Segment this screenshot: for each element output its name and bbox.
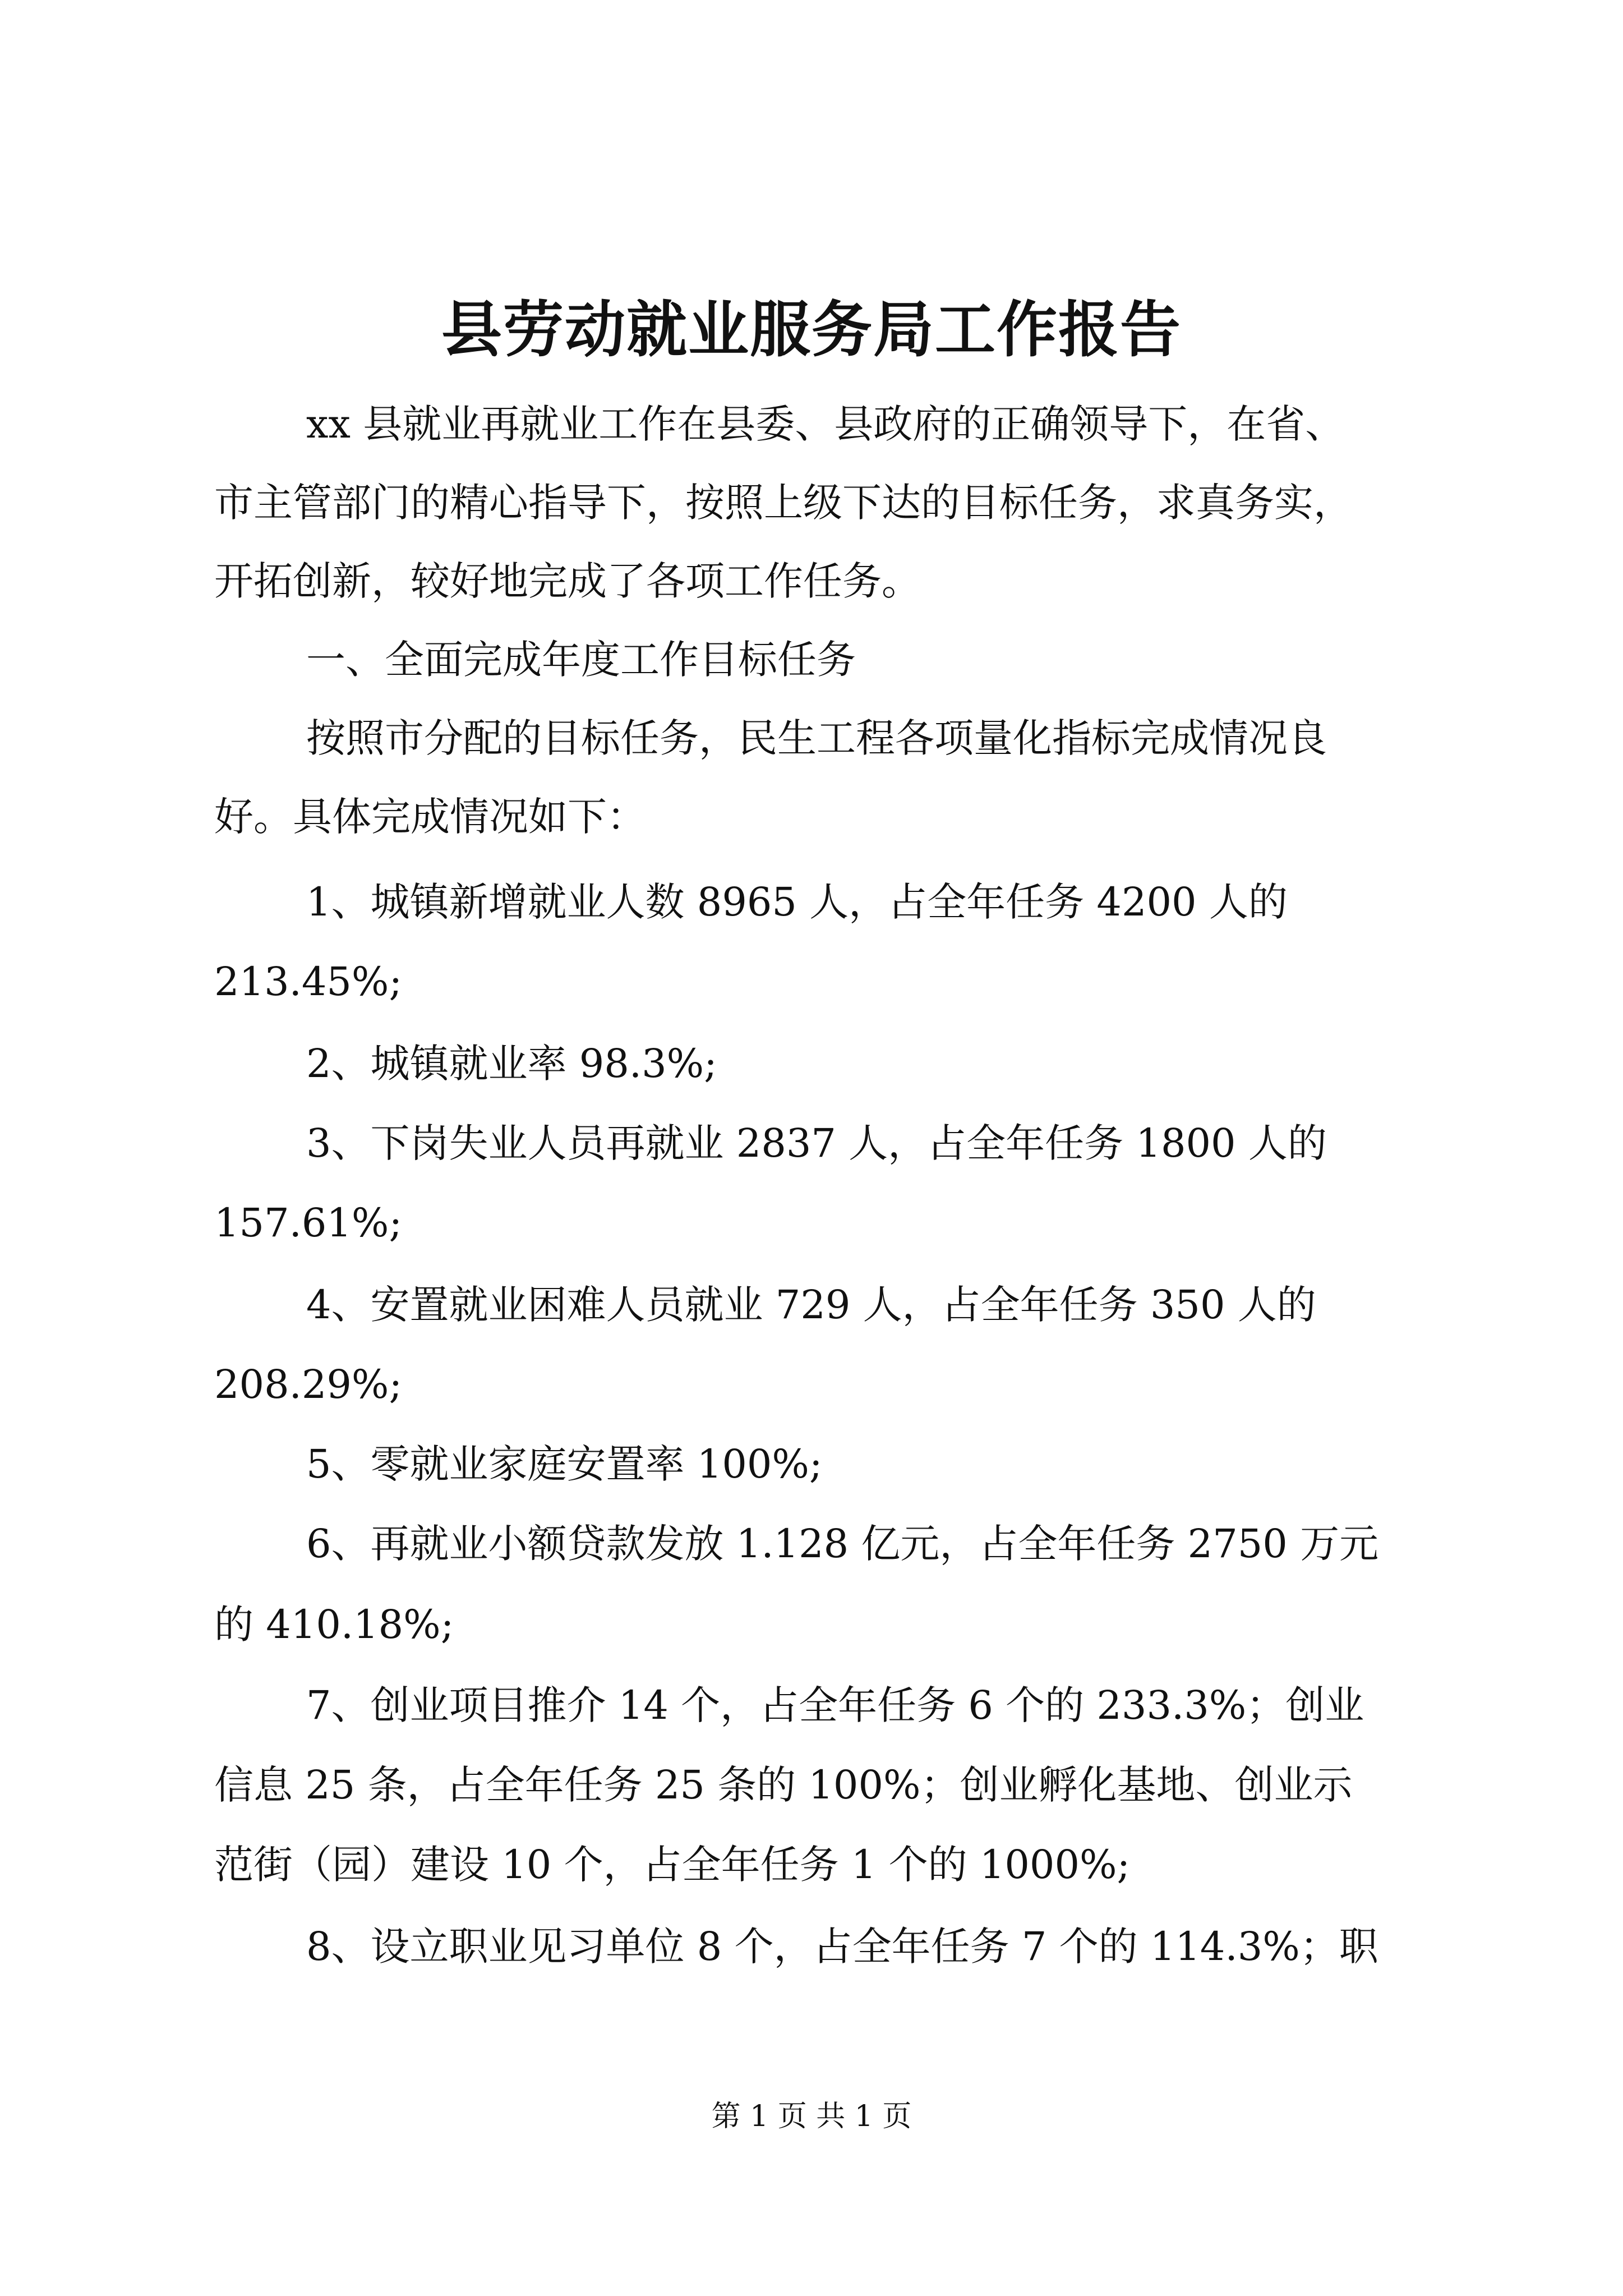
list-item-3-cont: 157.61%; <box>214 1200 403 1246</box>
body-line-5: 按照市分配的目标任务，民生工程各项量化指标完成情况良 <box>306 715 1327 761</box>
list-item-7-cont-2: 范街（园）建设 10 个，占全年任务 1 个的 1000%; <box>214 1842 1131 1888</box>
list-item-7: 7、创业项目推介 14 个，占全年任务 6 个的 233.3%；创业 <box>306 1682 1364 1728</box>
list-item-3: 3、下岗失业人员再就业 2837 人，占全年任务 1800 人的 <box>306 1120 1327 1166</box>
list-item-1: 1、城镇新增就业人数 8965 人，占全年任务 4200 人的 <box>306 879 1288 925</box>
page-footer: 第 1 页 共 1 页 <box>711 2100 912 2133</box>
body-line-3: 开拓创新，较好地完成了各项工作任务。 <box>214 558 921 604</box>
list-item-6: 6、再就业小额贷款发放 1.128 亿元，占全年任务 2750 万元 <box>306 1521 1379 1567</box>
list-item-6-cont: 的 410.18%; <box>214 1602 454 1648</box>
list-item-1-cont: 213.45%; <box>214 959 403 1005</box>
list-item-2: 2、城镇就业率 98.3%; <box>306 1041 717 1087</box>
list-item-4: 4、安置就业困难人员就业 729 人，占全年任务 350 人的 <box>306 1282 1316 1328</box>
list-item-8: 8、设立职业见习单位 8 个，占全年任务 7 个的 114.3%；职 <box>306 1924 1378 1970</box>
section-heading-1: 一、全面完成年度工作目标任务 <box>306 637 856 683</box>
page-title: 县劳动就业服务局工作报告 <box>441 295 1182 365</box>
list-item-4-cont: 208.29%; <box>214 1361 403 1407</box>
body-line-1: xx 县就业再就业工作在县委、县政府的正确领导下，在省、 <box>306 401 1345 447</box>
body-line-6: 好。具体完成情况如下： <box>214 794 646 840</box>
list-item-5: 5、零就业家庭安置率 100%; <box>306 1441 823 1487</box>
body-line-2: 市主管部门的精心指导下，按照上级下达的目标任务，求真务实， <box>214 480 1353 526</box>
list-item-7-cont-1: 信息 25 条，占全年任务 25 条的 100%；创业孵化基地、创业示 <box>214 1762 1353 1808</box>
